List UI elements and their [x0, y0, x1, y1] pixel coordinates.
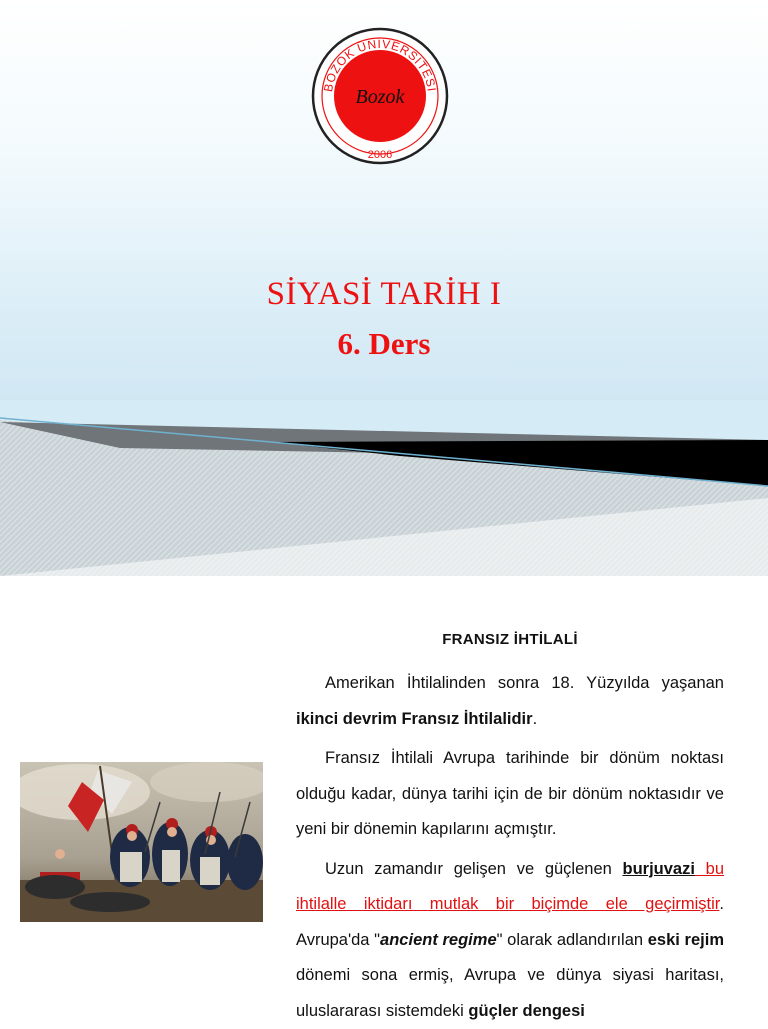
decorative-swoosh-band [0, 400, 768, 576]
battle-painting-image [20, 762, 263, 922]
emphasis-second-revolution: ikinci devrim Fransız İhtilalidir [296, 710, 533, 728]
emphasis-balance-of-power: güçler dengesi [468, 1002, 584, 1020]
paragraph-1: Amerikan İhtilalinden sonra 18. Yüzyılda yaşanan ikinci devrim Fransız İhtilalidir. [296, 666, 724, 737]
paragraph-3: Uzun zamandır gelişen ve güçlenen burjuvazi bu ihtilalle iktidarı mutlak bir biçimde ele geçirmiştir. Avrupa'da "ancient regime" olarak adlandırılan eski rejim dönemi sona ermiş, Avrupa ve dünya siyasi haritası, uluslararası sistemdeki güçler dengesi [296, 852, 724, 1029]
paragraph-2: Fransız İhtilali Avrupa tarihinde bir dönüm noktası olduğu kadar, dünya tarihi için de bir dönüm noktasıdır ve yeni bir dönemin kapılarını açmıştır. [296, 741, 724, 848]
emphasis-old-regime: eski rejim [648, 931, 724, 949]
emphasis-bourgeoisie: burjuvazi [623, 860, 695, 878]
section-heading: FRANSIZ İHTİLALİ [296, 631, 724, 648]
logo-signature: Bozok [356, 86, 406, 108]
emphasis-ancient-regime: ancient regime [380, 931, 497, 949]
slide-subtitle: 6. Ders [0, 326, 768, 362]
university-logo [311, 27, 449, 165]
logo-year: 2006 [368, 149, 392, 161]
slide-title: SİYASİ TARİH I [0, 276, 768, 313]
content-slide [0, 576, 768, 1024]
emphasis-seized-power: bu ihtilalle iktidarı mutlak bir biçimde ele geçirmiştir [296, 860, 724, 914]
logo-arc-text: BOZOK ÜNİVERSİTESİ [321, 37, 439, 93]
article-body [296, 666, 724, 1029]
